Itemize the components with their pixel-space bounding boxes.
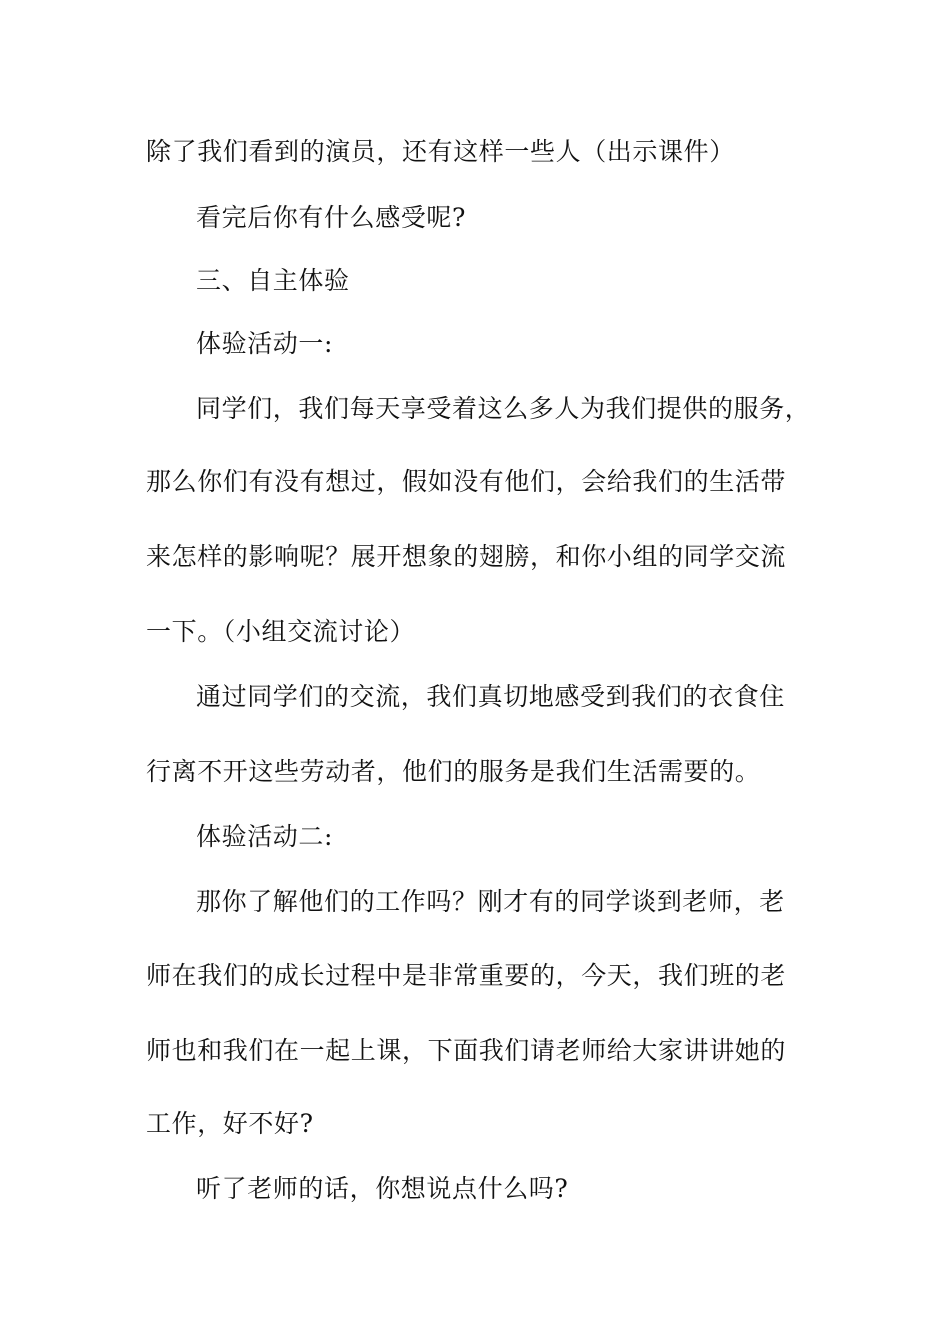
text-line: 一下。（小组交流讨论） (146, 617, 416, 646)
subsection-heading: 体验活动一: (196, 329, 334, 358)
text-line: 师在我们的成长过程中是非常重要的，今天，我们班的老 (146, 961, 787, 990)
text-line: 行离不开这些劳动者，他们的服务是我们生活需要的。 (146, 757, 761, 786)
text-line: 同学们，我们每天享受着这么多人为我们提供的服务， (196, 394, 811, 423)
text-line: 师也和我们在一起上课，下面我们请老师给大家讲讲她的 (146, 1036, 787, 1065)
subsection-heading: 体验活动二: (196, 822, 334, 851)
text-line: 听了老师的话，你想说点什么吗? (196, 1174, 569, 1203)
text-line: 除了我们看到的演员，还有这样一些人（出示课件） (146, 137, 735, 166)
text-line: 来怎样的影响呢？展开想象的翅膀，和你小组的同学交流 (146, 542, 787, 571)
text-line: 那么你们有没有想过，假如没有他们，会给我们的生活带 (146, 467, 787, 496)
text-line: 通过同学们的交流，我们真切地感受到我们的衣食住 (196, 682, 785, 711)
text-line: 那你了解他们的工作吗？刚才有的同学谈到老师，老 (196, 887, 785, 916)
text-line: 看完后你有什么感受呢? (196, 203, 467, 232)
section-heading: 三、自主体验 (196, 266, 350, 295)
text-line: 工作，好不好? (146, 1109, 314, 1138)
